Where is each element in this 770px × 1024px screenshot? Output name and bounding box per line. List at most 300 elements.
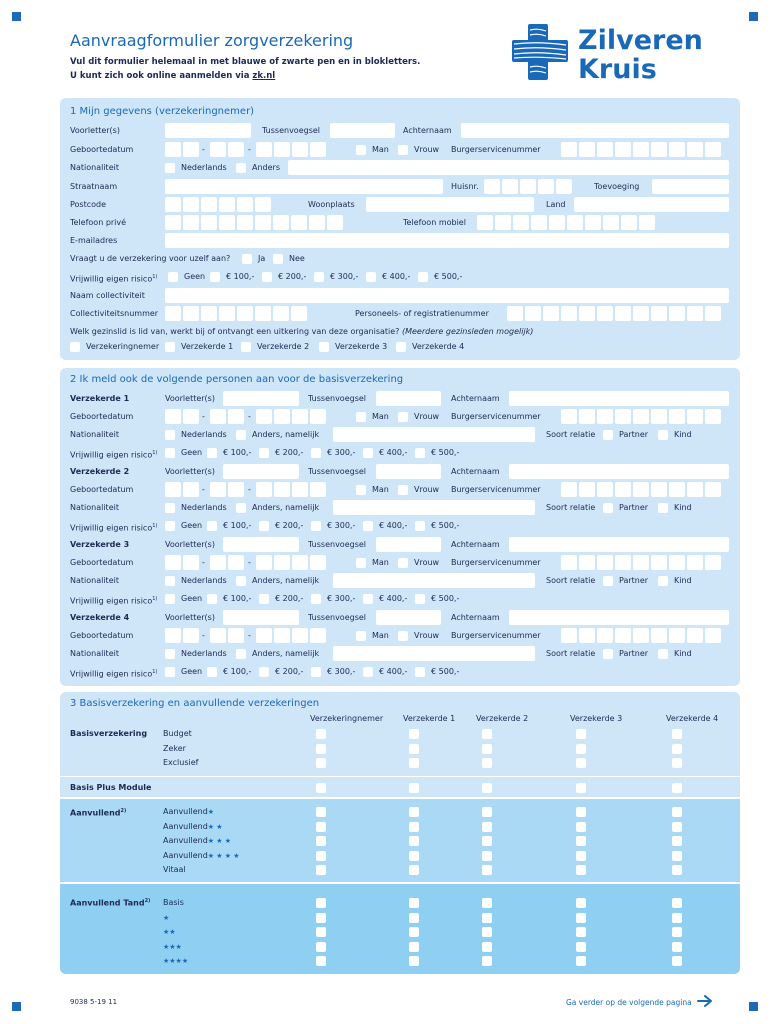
basis-plus-col2-checkbox[interactable] — [482, 783, 492, 793]
geboortedatum-cell[interactable] — [256, 628, 272, 643]
geboortedatum-cell[interactable] — [274, 555, 290, 570]
toevoeging-input[interactable] — [652, 179, 729, 194]
aanvullend-3-col0-checkbox[interactable] — [316, 851, 326, 861]
tussenvoegsel-input[interactable] — [330, 123, 395, 138]
bsn-cell[interactable] — [687, 409, 703, 424]
nationaliteit-input[interactable] — [333, 646, 535, 661]
aanvullend-1-col0-checkbox[interactable] — [316, 822, 326, 832]
vrouw-checkbox[interactable] — [398, 558, 408, 568]
v4-risico-r300-checkbox[interactable] — [311, 667, 321, 677]
geboortedatum-cell[interactable] — [183, 555, 199, 570]
telefoon-prive-cell[interactable] — [183, 215, 199, 230]
telefoon-mobiel-cell[interactable] — [603, 215, 619, 230]
geboortedatum-cell[interactable] — [210, 555, 226, 570]
bsn-cell[interactable] — [579, 142, 595, 157]
bsn-cell[interactable] — [561, 555, 577, 570]
basis-exclusief-col0-checkbox[interactable] — [316, 758, 326, 768]
partner-checkbox[interactable] — [603, 649, 613, 659]
postcode-cell[interactable] — [201, 197, 217, 212]
personeelsnummer-cell[interactable] — [561, 306, 577, 321]
v3-risico-geen-checkbox[interactable] — [165, 594, 175, 604]
personeelsnummer-cell[interactable] — [525, 306, 541, 321]
partner-checkbox[interactable] — [603, 430, 613, 440]
bsn-cell[interactable] — [633, 555, 649, 570]
v3-risico-r300-checkbox[interactable] — [311, 594, 321, 604]
bsn-cell[interactable] — [651, 409, 667, 424]
telefoon-mobiel-cell[interactable] — [567, 215, 583, 230]
v3-risico-r500-checkbox[interactable] — [415, 594, 425, 604]
basis-plus-col1-checkbox[interactable] — [409, 783, 419, 793]
telefoon-mobiel-cell[interactable] — [549, 215, 565, 230]
tand-4-col3-checkbox[interactable] — [576, 956, 586, 966]
vn-risico-r200-checkbox[interactable] — [262, 272, 272, 282]
bsn-cell[interactable] — [651, 555, 667, 570]
telefoon-prive-cell[interactable] — [219, 215, 235, 230]
aanvullend-4-col2-checkbox[interactable] — [482, 865, 492, 875]
collectiviteitsnummer-cell[interactable] — [183, 306, 199, 321]
aanvullend-3-col1-checkbox[interactable] — [409, 851, 419, 861]
bsn-cell[interactable] — [615, 142, 631, 157]
aanvullend-4-col3-checkbox[interactable] — [576, 865, 586, 875]
online-link[interactable]: zk.nl — [252, 71, 276, 81]
huisnr-cell[interactable] — [556, 179, 572, 194]
tand-3-col3-checkbox[interactable] — [576, 942, 586, 952]
v1-risico-r200-checkbox[interactable] — [259, 448, 269, 458]
bsn-cell[interactable] — [579, 555, 595, 570]
basis-exclusief-col1-checkbox[interactable] — [409, 758, 419, 768]
tussenvoegsel-input[interactable] — [376, 391, 441, 406]
v4-risico-r100-checkbox[interactable] — [207, 667, 217, 677]
aanvullend-2-col1-checkbox[interactable] — [409, 836, 419, 846]
aanvullend-3-col2-checkbox[interactable] — [482, 851, 492, 861]
geboortedatum-cell[interactable] — [228, 482, 244, 497]
partner-checkbox[interactable] — [603, 503, 613, 513]
aanvullend-4-col1-checkbox[interactable] — [409, 865, 419, 875]
huisnr-cell[interactable] — [484, 179, 500, 194]
bsn-cell[interactable] — [597, 409, 613, 424]
basis-plus-col3-checkbox[interactable] — [576, 783, 586, 793]
v1-risico-r400-checkbox[interactable] — [363, 448, 373, 458]
telefoon-prive-cell[interactable] — [165, 215, 181, 230]
nationaliteit-input[interactable] — [333, 573, 535, 588]
bsn-cell[interactable] — [705, 555, 721, 570]
tand-2-col3-checkbox[interactable] — [576, 927, 586, 937]
woonplaats-input[interactable] — [366, 197, 534, 212]
v4-risico-r400-checkbox[interactable] — [363, 667, 373, 677]
telefoon-mobiel-cell[interactable] — [495, 215, 511, 230]
personeelsnummer-cell[interactable] — [687, 306, 703, 321]
vn-risico-r400-checkbox[interactable] — [366, 272, 376, 282]
tand-3-col0-checkbox[interactable] — [316, 942, 326, 952]
collectiviteitsnummer-cell[interactable] — [237, 306, 253, 321]
kind-checkbox[interactable] — [658, 576, 668, 586]
geboortedatum-cell[interactable] — [210, 628, 226, 643]
geboortedatum-cell[interactable] — [292, 409, 308, 424]
kind-checkbox[interactable] — [658, 649, 668, 659]
basis-zeker-col2-checkbox[interactable] — [482, 744, 492, 754]
bsn-cell[interactable] — [705, 409, 721, 424]
tand-3-col4-checkbox[interactable] — [672, 942, 682, 952]
collectiviteit-input[interactable] — [165, 288, 729, 303]
basis-zeker-col4-checkbox[interactable] — [672, 744, 682, 754]
aanvullend-0-col3-checkbox[interactable] — [576, 807, 586, 817]
geboortedatum-cell[interactable] — [228, 409, 244, 424]
aanvullend-2-col2-checkbox[interactable] — [482, 836, 492, 846]
geboortedatum-cell[interactable] — [310, 142, 326, 157]
postcode-cell[interactable] — [219, 197, 235, 212]
voorletters-input[interactable] — [223, 464, 299, 479]
bsn-cell[interactable] — [633, 142, 649, 157]
v2-risico-r200-checkbox[interactable] — [259, 521, 269, 531]
anders-checkbox[interactable] — [236, 576, 246, 586]
voorletters-input[interactable] — [165, 123, 251, 138]
aanvullend-0-col2-checkbox[interactable] — [482, 807, 492, 817]
bsn-cell[interactable] — [561, 482, 577, 497]
kind-checkbox[interactable] — [658, 503, 668, 513]
achternaam-input[interactable] — [509, 610, 729, 625]
geboortedatum-cell[interactable] — [256, 142, 272, 157]
bsn-cell[interactable] — [687, 628, 703, 643]
bsn-cell[interactable] — [705, 628, 721, 643]
v2-risico-r100-checkbox[interactable] — [207, 521, 217, 531]
bsn-cell[interactable] — [597, 555, 613, 570]
v2-risico-r500-checkbox[interactable] — [415, 521, 425, 531]
nationaliteit-input[interactable] — [333, 500, 535, 515]
bsn-cell[interactable] — [705, 142, 721, 157]
voorletters-input[interactable] — [223, 537, 299, 552]
telefoon-prive-cell[interactable] — [273, 215, 289, 230]
huisnr-cell[interactable] — [502, 179, 518, 194]
bsn-cell[interactable] — [597, 482, 613, 497]
basis-plus-col4-checkbox[interactable] — [672, 783, 682, 793]
aanvullend-3-col4-checkbox[interactable] — [672, 851, 682, 861]
geboortedatum-cell[interactable] — [165, 409, 181, 424]
geboortedatum-cell[interactable] — [256, 409, 272, 424]
geboortedatum-cell[interactable] — [228, 628, 244, 643]
bsn-cell[interactable] — [633, 482, 649, 497]
basis-zeker-col0-checkbox[interactable] — [316, 744, 326, 754]
vrouw-checkbox[interactable] — [398, 485, 408, 495]
postcode-cell[interactable] — [237, 197, 253, 212]
bsn-cell[interactable] — [579, 409, 595, 424]
postcode-cell[interactable] — [165, 197, 181, 212]
tand-0-col3-checkbox[interactable] — [576, 898, 586, 908]
collectiviteitsnummer-cell[interactable] — [255, 306, 271, 321]
bsn-cell[interactable] — [687, 555, 703, 570]
geboortedatum-cell[interactable] — [210, 142, 226, 157]
aanvullend-1-col4-checkbox[interactable] — [672, 822, 682, 832]
geboortedatum-cell[interactable] — [310, 555, 326, 570]
straatnaam-input[interactable] — [165, 179, 443, 194]
anders-checkbox[interactable] — [236, 430, 246, 440]
tand-0-col4-checkbox[interactable] — [672, 898, 682, 908]
geboortedatum-cell[interactable] — [256, 555, 272, 570]
vrouw-checkbox[interactable] — [398, 145, 408, 155]
bsn-cell[interactable] — [615, 555, 631, 570]
nederlands-checkbox[interactable] — [165, 163, 175, 173]
personeelsnummer-cell[interactable] — [651, 306, 667, 321]
personeelsnummer-cell[interactable] — [543, 306, 559, 321]
geboortedatum-cell[interactable] — [165, 482, 181, 497]
basis-exclusief-col2-checkbox[interactable] — [482, 758, 492, 768]
basis-zeker-col1-checkbox[interactable] — [409, 744, 419, 754]
arrow-right-icon[interactable] — [697, 995, 713, 1007]
gezinslid-v2-checkbox[interactable] — [241, 342, 251, 352]
telefoon-prive-cell[interactable] — [309, 215, 325, 230]
tand-4-col4-checkbox[interactable] — [672, 956, 682, 966]
aanvullend-0-col1-checkbox[interactable] — [409, 807, 419, 817]
telefoon-mobiel-cell[interactable] — [531, 215, 547, 230]
anders-checkbox[interactable] — [236, 163, 246, 173]
bsn-cell[interactable] — [705, 482, 721, 497]
aanvullend-4-col0-checkbox[interactable] — [316, 865, 326, 875]
tand-0-col1-checkbox[interactable] — [409, 898, 419, 908]
vn-risico-geen-checkbox[interactable] — [168, 272, 178, 282]
geboortedatum-cell[interactable] — [292, 142, 308, 157]
telefoon-mobiel-cell[interactable] — [477, 215, 493, 230]
label-risico-r400: € 400,- — [379, 521, 408, 530]
v4-risico-r200-checkbox[interactable] — [259, 667, 269, 677]
bsn-cell[interactable] — [597, 142, 613, 157]
partner-checkbox[interactable] — [603, 576, 613, 586]
bsn-cell[interactable] — [687, 482, 703, 497]
tand-0-col2-checkbox[interactable] — [482, 898, 492, 908]
tand-0-col0-checkbox[interactable] — [316, 898, 326, 908]
basis-zeker-col3-checkbox[interactable] — [576, 744, 586, 754]
vn-risico-r500-checkbox[interactable] — [418, 272, 428, 282]
personeelsnummer-cell[interactable] — [579, 306, 595, 321]
bsn-cell[interactable] — [561, 409, 577, 424]
gezinslid-verzekeringnemer-checkbox[interactable] — [70, 342, 80, 352]
tand-3-col1-checkbox[interactable] — [409, 942, 419, 952]
v2-risico-r300-checkbox[interactable] — [311, 521, 321, 531]
telefoon-mobiel-cell[interactable] — [585, 215, 601, 230]
geboortedatum-cell[interactable] — [228, 555, 244, 570]
telefoon-mobiel-cell[interactable] — [621, 215, 637, 230]
huisnr-cell[interactable] — [538, 179, 554, 194]
aanvullend-4-col4-checkbox[interactable] — [672, 865, 682, 875]
collectiviteitsnummer-cell[interactable] — [291, 306, 307, 321]
tand-4-col1-checkbox[interactable] — [409, 956, 419, 966]
geboortedatum-cell[interactable] — [183, 628, 199, 643]
tand-3-col2-checkbox[interactable] — [482, 942, 492, 952]
v1-risico-r500-checkbox[interactable] — [415, 448, 425, 458]
nederlands-checkbox[interactable] — [165, 649, 175, 659]
v1-risico-geen-checkbox[interactable] — [165, 448, 175, 458]
bsn-cell[interactable] — [633, 409, 649, 424]
basis-budget-col0-checkbox[interactable] — [316, 729, 326, 739]
v3-risico-r100-checkbox[interactable] — [207, 594, 217, 604]
bsn-cell[interactable] — [615, 409, 631, 424]
bsn-cell[interactable] — [561, 628, 577, 643]
bsn-cell[interactable] — [651, 628, 667, 643]
personeelsnummer-cell[interactable] — [669, 306, 685, 321]
nationaliteit-input[interactable] — [333, 427, 535, 442]
nederlands-checkbox[interactable] — [165, 503, 175, 513]
v4-risico-r500-checkbox[interactable] — [415, 667, 425, 677]
bsn-cell[interactable] — [615, 628, 631, 643]
tand-2-col4-checkbox[interactable] — [672, 927, 682, 937]
geboortedatum-cell[interactable] — [274, 482, 290, 497]
tussenvoegsel-input[interactable] — [376, 537, 441, 552]
ja-checkbox[interactable] — [242, 254, 252, 264]
geboortedatum-cell[interactable] — [183, 409, 199, 424]
bsn-cell[interactable] — [651, 142, 667, 157]
basis-budget-col4-checkbox[interactable] — [672, 729, 682, 739]
v1-risico-r100-checkbox[interactable] — [207, 448, 217, 458]
aanvullend-1-col2-checkbox[interactable] — [482, 822, 492, 832]
v2-risico-geen-checkbox[interactable] — [165, 521, 175, 531]
collectiviteitsnummer-cell[interactable] — [219, 306, 235, 321]
tand-1-col0-checkbox[interactable] — [316, 913, 326, 923]
nationaliteit-anders-input[interactable] — [288, 160, 729, 175]
geboortedatum-cell[interactable] — [274, 628, 290, 643]
basis-budget-col3-checkbox[interactable] — [576, 729, 586, 739]
geboortedatum-cell[interactable] — [165, 628, 181, 643]
nederlands-checkbox[interactable] — [165, 576, 175, 586]
voorletters-input[interactable] — [223, 610, 299, 625]
telefoon-prive-cell[interactable] — [201, 215, 217, 230]
gezinslid-v1-checkbox[interactable] — [165, 342, 175, 352]
geboortedatum-cell[interactable] — [274, 142, 290, 157]
man-checkbox[interactable] — [356, 145, 366, 155]
collectiviteitsnummer-cell[interactable] — [165, 306, 181, 321]
telefoon-prive-cell[interactable] — [255, 215, 271, 230]
basis-plus-col0-checkbox[interactable] — [316, 783, 326, 793]
land-input[interactable] — [574, 197, 729, 212]
geboortedatum-cell[interactable] — [210, 409, 226, 424]
geboortedatum-cell[interactable] — [310, 482, 326, 497]
telefoon-prive-cell[interactable] — [237, 215, 253, 230]
telefoon-prive-cell[interactable] — [327, 215, 343, 230]
geboortedatum-cell[interactable] — [292, 628, 308, 643]
bsn-cell[interactable] — [633, 628, 649, 643]
bsn-cell[interactable] — [651, 482, 667, 497]
aanvullend-1-col3-checkbox[interactable] — [576, 822, 586, 832]
aanvullend-0-col0-checkbox[interactable] — [316, 807, 326, 817]
bsn-cell[interactable] — [687, 142, 703, 157]
aanvullend-2-col3-checkbox[interactable] — [576, 836, 586, 846]
bsn-cell[interactable] — [561, 142, 577, 157]
basis-budget-col2-checkbox[interactable] — [482, 729, 492, 739]
huisnr-cell[interactable] — [520, 179, 536, 194]
man-checkbox[interactable] — [356, 485, 366, 495]
personeelsnummer-cell[interactable] — [633, 306, 649, 321]
vn-risico-r100-checkbox[interactable] — [210, 272, 220, 282]
personeelsnummer-cell[interactable] — [597, 306, 613, 321]
anders-checkbox[interactable] — [236, 503, 246, 513]
geboortedatum-cell[interactable] — [183, 142, 199, 157]
vrouw-checkbox[interactable] — [398, 631, 408, 641]
tand-2-col1-checkbox[interactable] — [409, 927, 419, 937]
personeelsnummer-cell[interactable] — [615, 306, 631, 321]
bsn-cell[interactable] — [597, 628, 613, 643]
email-input[interactable] — [165, 233, 729, 248]
tand-1-col3-checkbox[interactable] — [576, 913, 586, 923]
bsn-cell[interactable] — [579, 628, 595, 643]
personeelsnummer-cell[interactable] — [705, 306, 721, 321]
geboortedatum-cell[interactable] — [292, 555, 308, 570]
achternaam-input[interactable] — [509, 537, 729, 552]
tand-4-col0-checkbox[interactable] — [316, 956, 326, 966]
collectiviteitsnummer-cell[interactable] — [201, 306, 217, 321]
bsn-cell[interactable] — [579, 482, 595, 497]
geboortedatum-cell[interactable] — [228, 142, 244, 157]
geboortedatum-cell[interactable] — [310, 409, 326, 424]
geboortedatum-cell[interactable] — [274, 409, 290, 424]
basis-budget-col1-checkbox[interactable] — [409, 729, 419, 739]
vn-risico-r300-checkbox[interactable] — [314, 272, 324, 282]
tand-1-col2-checkbox[interactable] — [482, 913, 492, 923]
gezinslid-v3-checkbox[interactable] — [319, 342, 329, 352]
geboortedatum-cell[interactable] — [165, 142, 181, 157]
v4-risico-geen-checkbox[interactable] — [165, 667, 175, 677]
v3-risico-r400-checkbox[interactable] — [363, 594, 373, 604]
aanvullend-3-col3-checkbox[interactable] — [576, 851, 586, 861]
personeelsnummer-cell[interactable] — [507, 306, 523, 321]
bsn-cell[interactable] — [615, 482, 631, 497]
geboortedatum-cell[interactable] — [256, 482, 272, 497]
man-checkbox[interactable] — [356, 558, 366, 568]
bsn-cell[interactable] — [669, 555, 685, 570]
achternaam-input[interactable] — [461, 123, 729, 138]
bsn-cell[interactable] — [669, 482, 685, 497]
tussenvoegsel-input[interactable] — [376, 610, 441, 625]
voorletters-input[interactable] — [223, 391, 299, 406]
postcode-cell[interactable] — [255, 197, 271, 212]
aanvullend-2-col0-checkbox[interactable] — [316, 836, 326, 846]
geboortedatum-cell[interactable] — [310, 628, 326, 643]
man-checkbox[interactable] — [356, 412, 366, 422]
tand-2-col2-checkbox[interactable] — [482, 927, 492, 937]
kind-checkbox[interactable] — [658, 430, 668, 440]
geboortedatum-cell[interactable] — [292, 482, 308, 497]
geboortedatum-cell[interactable] — [183, 482, 199, 497]
bsn-cell[interactable] — [669, 628, 685, 643]
tand-1-col4-checkbox[interactable] — [672, 913, 682, 923]
man-checkbox[interactable] — [356, 631, 366, 641]
basis-exclusief-col4-checkbox[interactable] — [672, 758, 682, 768]
achternaam-input[interactable] — [509, 464, 729, 479]
achternaam-input[interactable] — [509, 391, 729, 406]
tand-4-col2-checkbox[interactable] — [482, 956, 492, 966]
aanvullend-2-col4-checkbox[interactable] — [672, 836, 682, 846]
bsn-cell[interactable] — [669, 409, 685, 424]
vrouw-checkbox[interactable] — [398, 412, 408, 422]
v1-risico-r300-checkbox[interactable] — [311, 448, 321, 458]
gezinslid-v4-checkbox[interactable] — [396, 342, 406, 352]
telefoon-prive-cell[interactable] — [291, 215, 307, 230]
tussenvoegsel-input[interactable] — [376, 464, 441, 479]
tand-1-col1-checkbox[interactable] — [409, 913, 419, 923]
geboortedatum-cell[interactable] — [210, 482, 226, 497]
aanvullend-1-col1-checkbox[interactable] — [409, 822, 419, 832]
collectiviteitsnummer-cell[interactable] — [273, 306, 289, 321]
geboortedatum-cell[interactable] — [165, 555, 181, 570]
bsn-cell[interactable] — [669, 142, 685, 157]
tand-2-col0-checkbox[interactable] — [316, 927, 326, 937]
aanvullend-0-col4-checkbox[interactable] — [672, 807, 682, 817]
postcode-cell[interactable] — [183, 197, 199, 212]
telefoon-mobiel-cell[interactable] — [513, 215, 529, 230]
nee-checkbox[interactable] — [273, 254, 283, 264]
basis-exclusief-col3-checkbox[interactable] — [576, 758, 586, 768]
v3-risico-r200-checkbox[interactable] — [259, 594, 269, 604]
telefoon-mobiel-cell[interactable] — [639, 215, 655, 230]
nederlands-checkbox[interactable] — [165, 430, 175, 440]
anders-checkbox[interactable] — [236, 649, 246, 659]
v2-risico-r400-checkbox[interactable] — [363, 521, 373, 531]
